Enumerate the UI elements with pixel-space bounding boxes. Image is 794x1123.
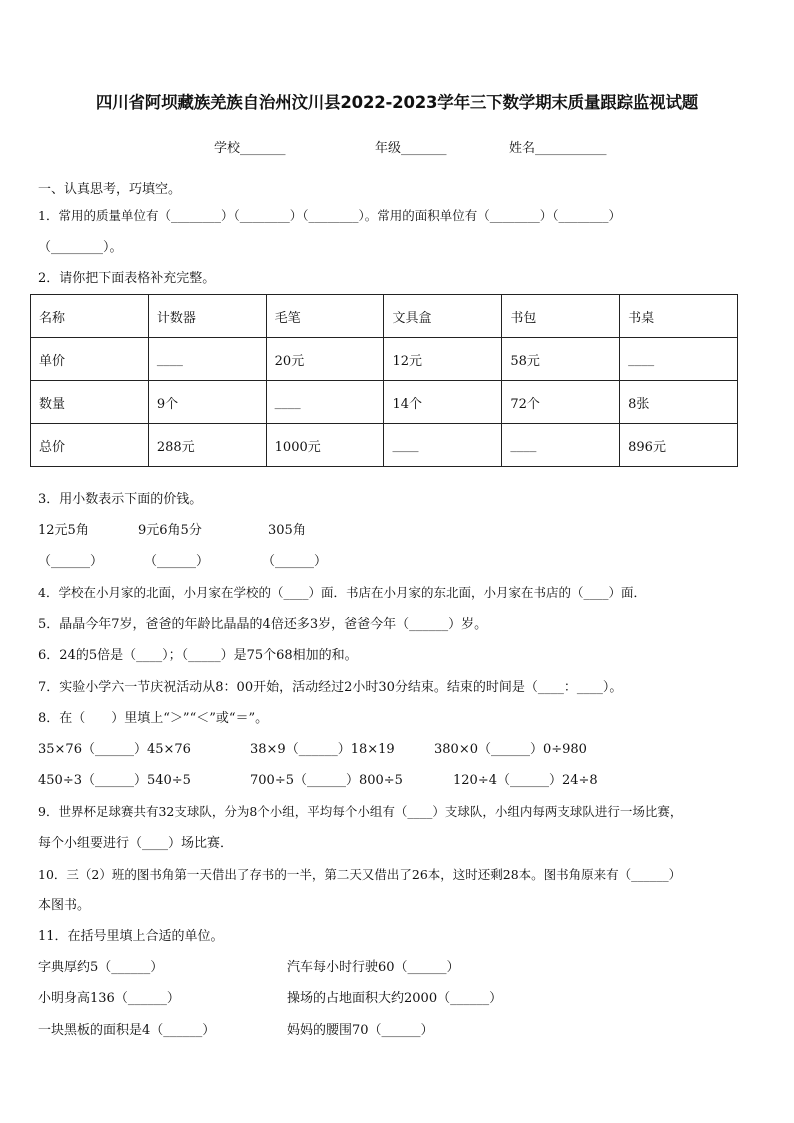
table-row bbox=[31, 338, 738, 381]
unit-item: 操场的占地面积大约2000（______） bbox=[287, 991, 503, 1006]
table-cell: 1000元 bbox=[266, 424, 384, 467]
question-9-line-2: 每个小组要进行（____）场比赛． bbox=[38, 836, 234, 851]
table-cell: 896元 bbox=[620, 424, 738, 467]
page-title: 四川省阿坝藏族羌族自治州汶川县2022-2023学年三下数学期末质量跟踪监视试题 bbox=[95, 93, 699, 112]
table-cell: ____ bbox=[502, 424, 620, 467]
question-3: 3．用小数表示下面的价钱。 bbox=[38, 492, 203, 507]
unit-item: 小明身高136（______） bbox=[38, 991, 180, 1006]
table-cell: ____ bbox=[148, 338, 266, 381]
table-row bbox=[31, 424, 738, 467]
table-cell: 单价 bbox=[31, 338, 149, 381]
table-cell: ____ bbox=[384, 424, 502, 467]
comparison-item: 700÷5（______）800÷5 bbox=[250, 773, 403, 788]
question-6: 6．24的5倍是（____）；（_____）是75个68相加的和。 bbox=[38, 648, 358, 663]
comparison-item: 450÷3（______）540÷5 bbox=[38, 773, 191, 788]
table-cell: 计数器 bbox=[148, 295, 266, 338]
unit-item: 汽车每小时行驶60（______） bbox=[287, 960, 460, 975]
table-cell: 72个 bbox=[502, 381, 620, 424]
table-cell: 文具盒 bbox=[384, 295, 502, 338]
question-8: 8．在（ ）里填上“＞”“＜”或“＝”。 bbox=[38, 711, 269, 726]
table-cell: ____ bbox=[266, 381, 384, 424]
table-cell: 20元 bbox=[266, 338, 384, 381]
question-5: 5．晶晶今年7岁，爸爸的年龄比晶晶的4倍还多3岁，爸爸今年（______）岁。 bbox=[38, 617, 488, 632]
school-field: 学校_______ bbox=[214, 141, 286, 156]
comparison-item: 38×9（______）18×19 bbox=[250, 742, 395, 757]
price-item: 305角 bbox=[268, 523, 306, 538]
table-row bbox=[31, 295, 738, 338]
table-row bbox=[31, 381, 738, 424]
table-cell: 9个 bbox=[148, 381, 266, 424]
question-10-line-2: 本图书。 bbox=[38, 898, 91, 913]
question-11: 11．在括号里填上合适的单位。 bbox=[38, 929, 224, 944]
table-cell: 名称 bbox=[31, 295, 149, 338]
table-cell: 14个 bbox=[384, 381, 502, 424]
table-cell: 8张 bbox=[620, 381, 738, 424]
question-9-line-1: 9．世界杯足球赛共有32支球队，分为8个小组，平均每个小组有（____）支球队，小组内每两支球队进行一场比赛， bbox=[38, 804, 683, 819]
comparison-item: 120÷4（______）24÷8 bbox=[453, 773, 598, 788]
question-10-line-1: 10．三（2）班的图书角第一天借出了存书的一半，第二天又借出了26本，这时还剩28本。图书角原来有（______） bbox=[38, 867, 682, 882]
table-cell: 书桌 bbox=[620, 295, 738, 338]
question-7: 7．实验小学六一节庆祝活动从8：00开始，活动经过2小时30分结束。结束的时间是（____：____）。 bbox=[38, 680, 623, 695]
unit-item: 妈妈的腰围70（______） bbox=[287, 1023, 434, 1038]
comparison-item: 35×76（______）45×76 bbox=[38, 742, 191, 757]
unit-item: 一块黑板的面积是4（______） bbox=[38, 1023, 216, 1038]
table-cell: ____ bbox=[620, 338, 738, 381]
answer-blank: （______） bbox=[262, 554, 328, 569]
unit-item: 字典厚约5（______） bbox=[38, 960, 164, 975]
price-table bbox=[30, 294, 738, 467]
comparison-item: 380×0（______）0÷980 bbox=[434, 742, 587, 757]
answer-blank: （______） bbox=[144, 554, 210, 569]
answer-blank: （______） bbox=[38, 554, 104, 569]
table-cell: 毛笔 bbox=[266, 295, 384, 338]
section-heading: 一、认真思考，巧填空。 bbox=[38, 182, 182, 197]
price-item: 12元5角 bbox=[38, 523, 89, 538]
name-field: 姓名___________ bbox=[509, 141, 607, 156]
table-cell: 数量 bbox=[31, 381, 149, 424]
question-2: 2．请你把下面表格补充完整。 bbox=[38, 271, 216, 286]
question-1-line-1: 1．常用的质量单位有（________）（________）（________）。常用的面积单位有（________）（________） bbox=[38, 208, 621, 223]
table-cell: 书包 bbox=[502, 295, 620, 338]
question-1-line-2: （________）。 bbox=[38, 240, 123, 255]
price-item: 9元6角5分 bbox=[138, 523, 202, 538]
table-cell: 58元 bbox=[502, 338, 620, 381]
question-4: 4．学校在小月家的北面，小月家在学校的（____）面．书店在小月家的东北面，小月家在书店的（____）面． bbox=[38, 585, 646, 600]
table-cell: 总价 bbox=[31, 424, 149, 467]
grade-field: 年级_______ bbox=[375, 141, 447, 156]
table-cell: 12元 bbox=[384, 338, 502, 381]
table-cell: 288元 bbox=[148, 424, 266, 467]
